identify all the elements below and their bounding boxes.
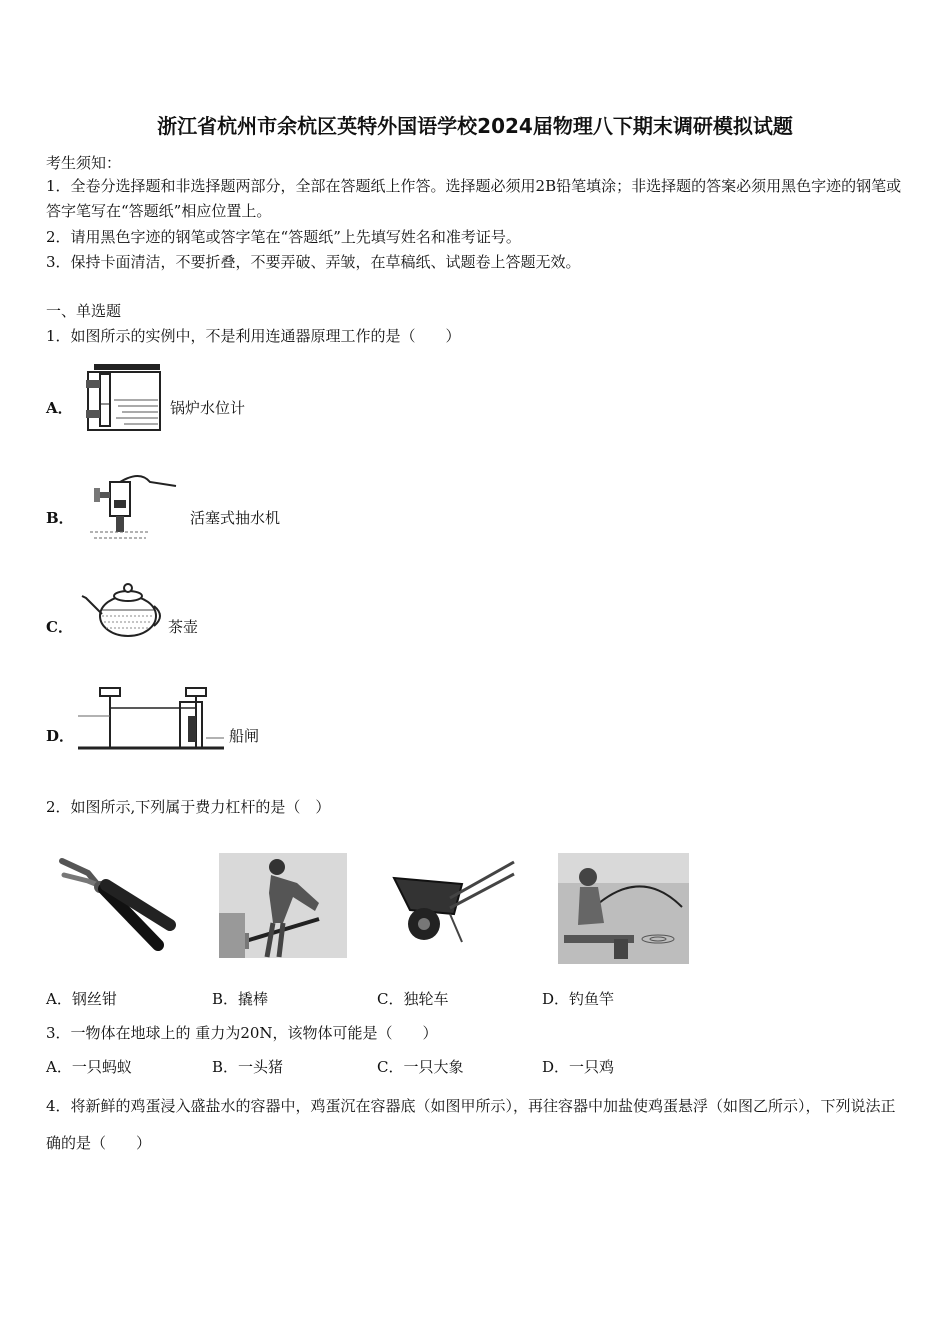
ship-lock-figure [76, 686, 226, 756]
fishing-rod-figure [558, 853, 689, 964]
q2-option-c[interactable]: C．独轮车 [377, 990, 449, 1008]
wheelbarrow-figure [390, 858, 518, 948]
section-heading: 一、单选题 [46, 302, 122, 320]
notice-item-3: 3．保持卡面清洁，不要折叠，不要弄破、弄皱，在草稿纸、试题卷上答题无效。 [46, 253, 581, 271]
boiler-gauge-figure [78, 360, 166, 434]
page-title: 浙江省杭州市余杭区英特外国语学校2024届物理八下期末调研模拟试题 [157, 114, 793, 138]
piston-pump-figure [80, 470, 180, 542]
q1-option-a-label[interactable]: A． [46, 399, 73, 417]
q1-option-a-text: 锅炉水位计 [170, 399, 246, 417]
q1-option-b-label[interactable]: B． [46, 509, 74, 527]
notice-item-1: 1．全卷分选择题和非选择题两部分，全部在答题纸上作答。选择题必须用2B铅笔填涂；非选择题的答案必须用黑色字迹的钢笔或答字笔写在“答题纸”相应位置上。 [46, 177, 902, 220]
fishing-rod-photo [558, 853, 689, 964]
q2-stem: 2．如图所示,下列属于费力杠杆的是（ ） [46, 798, 331, 816]
q1-option-c-text: 茶壶 [168, 618, 199, 636]
teapot-figure [78, 576, 164, 640]
q1-option-c-label[interactable]: C． [46, 618, 73, 636]
q1-option-b-text: 活塞式抽水机 [190, 509, 281, 527]
q1-option-d-text: 船闸 [229, 727, 260, 745]
q4-stem: 4．将新鲜的鸡蛋浸入盛盐水的容器中，鸡蛋沉在容器底（如图甲所示），再往容器中加盐使鸡蛋悬浮（如图乙所示），下列说法正确的是（ ） [46, 1097, 896, 1152]
q3-option-a[interactable]: A．一只蚂蚁 [46, 1058, 132, 1076]
q2-option-d[interactable]: D．钓鱼竿 [542, 990, 615, 1008]
q1-stem: 1．如图所示的实例中，不是利用连通器原理工作的是（ ） [46, 327, 461, 345]
q2-option-b[interactable]: B．撬棒 [212, 990, 269, 1008]
q3-option-c[interactable]: C．一只大象 [377, 1058, 464, 1076]
pliers-figure [58, 855, 178, 955]
crowbar-photo [219, 853, 347, 958]
q3-stem: 3．一物体在地球上的 重力为20N，该物体可能是（ ） [46, 1024, 438, 1042]
q3-option-b[interactable]: B．一头猪 [212, 1058, 284, 1076]
notice-item-2: 2．请用黑色字迹的钢笔或答字笔在“答题纸”上先填写姓名和准考证号。 [46, 228, 521, 246]
q1-option-d-label[interactable]: D． [46, 727, 75, 745]
q2-option-a[interactable]: A．钢丝钳 [46, 990, 117, 1008]
q3-option-d[interactable]: D．一只鸡 [542, 1058, 615, 1076]
crowbar-figure [219, 853, 347, 958]
notice-heading: 考生须知： [46, 154, 122, 172]
